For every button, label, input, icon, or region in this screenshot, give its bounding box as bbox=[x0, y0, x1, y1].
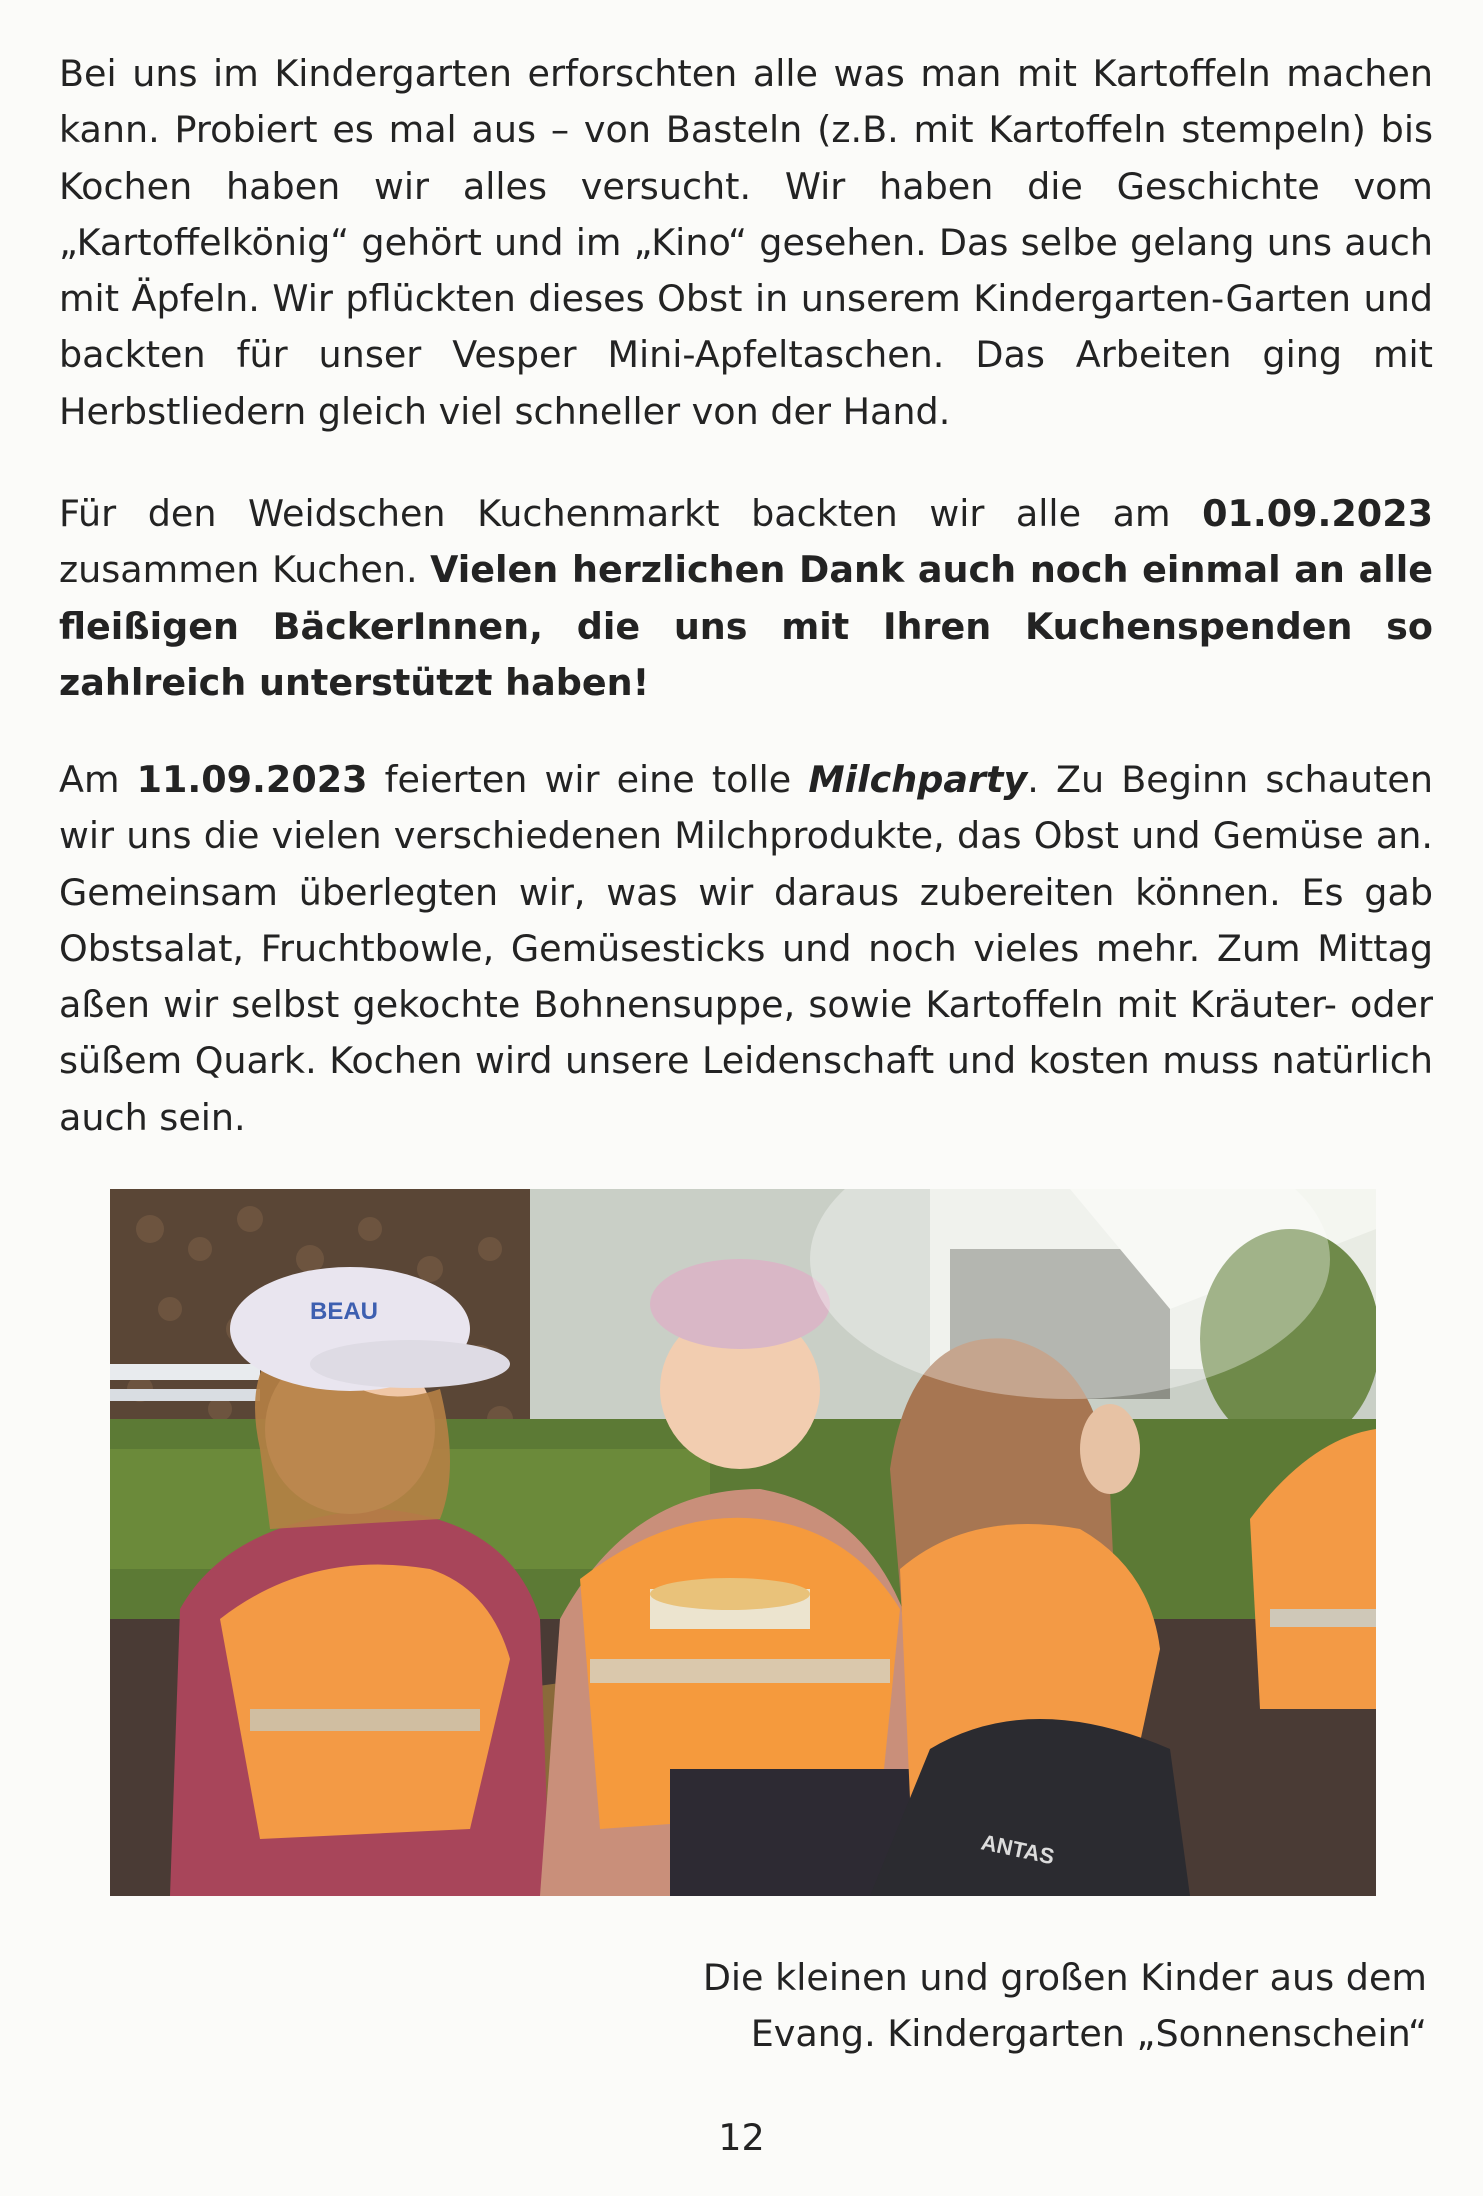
shirt-print-text: ANTAS bbox=[978, 1829, 1057, 1870]
text-run: Bei uns im Kindergarten erforschten alle was man mit Kartoffeln machen kann. Probiert es mal aus – von Basteln (z.B. mit Kartoffeln stempeln) bis Kochen haben wir alles versucht. Wir haben die Geschichte vom „Kartoffelkönig“ gehört und im „Kino“ gesehen. Das selbe gelang uns auch mit Äpfeln. Wir pflückten dieses Obst in unserem Kindergarten-Garten und backten für unser Vesper Mini-Apfeltaschen. Das Arbeiten ging mit Herbstliedern gleich viel schneller von der Hand. bbox=[59, 52, 1433, 433]
text-run: Für den Weidschen Kuchenmarkt backten wir alle am bbox=[59, 492, 1203, 535]
caption-line-1: Die kleinen und großen Kinder aus dem bbox=[702, 1956, 1427, 1999]
text-run: Am bbox=[59, 758, 137, 801]
date-bold: 01.09.2023 bbox=[1202, 492, 1433, 535]
cap-print-text: BEAU bbox=[310, 1298, 379, 1325]
text-run: . Zu Beginn schauten wir uns die vielen verschiedenen Milchprodukte, das Obst und Gemüse an. Gemeinsam überlegten wir, was wir daraus zubereiten können. Es gab Obstsalat, Fruchtbowle, Gemüsesticks und noch vieles mehr. Zum Mittag aßen wir selbst gekochte Bohnensuppe, sowie Kartoffeln mit Kräuter- oder süßem Quark. Kochen wird unsere Leidenschaft und kosten muss natürlich auch sein. bbox=[59, 758, 1433, 1139]
photo-caption bbox=[703, 1950, 1427, 2062]
caption-line-2: Evang. Kindergarten „Sonnenschein“ bbox=[750, 2012, 1427, 2055]
date-bold: 11.09.2023 bbox=[136, 758, 368, 801]
page-number: 12 bbox=[718, 2116, 765, 2159]
children-photo bbox=[110, 1189, 1376, 1896]
paragraph-kuchenmarkt bbox=[59, 486, 1433, 711]
text-run: zusammen Kuchen. bbox=[59, 548, 431, 592]
paragraph-kartoffeln bbox=[59, 46, 1433, 440]
photo-illustration bbox=[110, 1189, 1376, 1896]
paragraph-milchparty bbox=[59, 752, 1433, 1146]
text-run: feierten wir eine tolle bbox=[367, 758, 809, 801]
thanks-bold: Vielen herzlichen Dank auch noch einmal an alle fleißigen BäckerInnen, die uns mit Ihren Kuchenspenden so zahlreich unterstützt haben! bbox=[59, 548, 1433, 704]
milchparty-emphasis: Milchparty bbox=[808, 758, 1028, 801]
